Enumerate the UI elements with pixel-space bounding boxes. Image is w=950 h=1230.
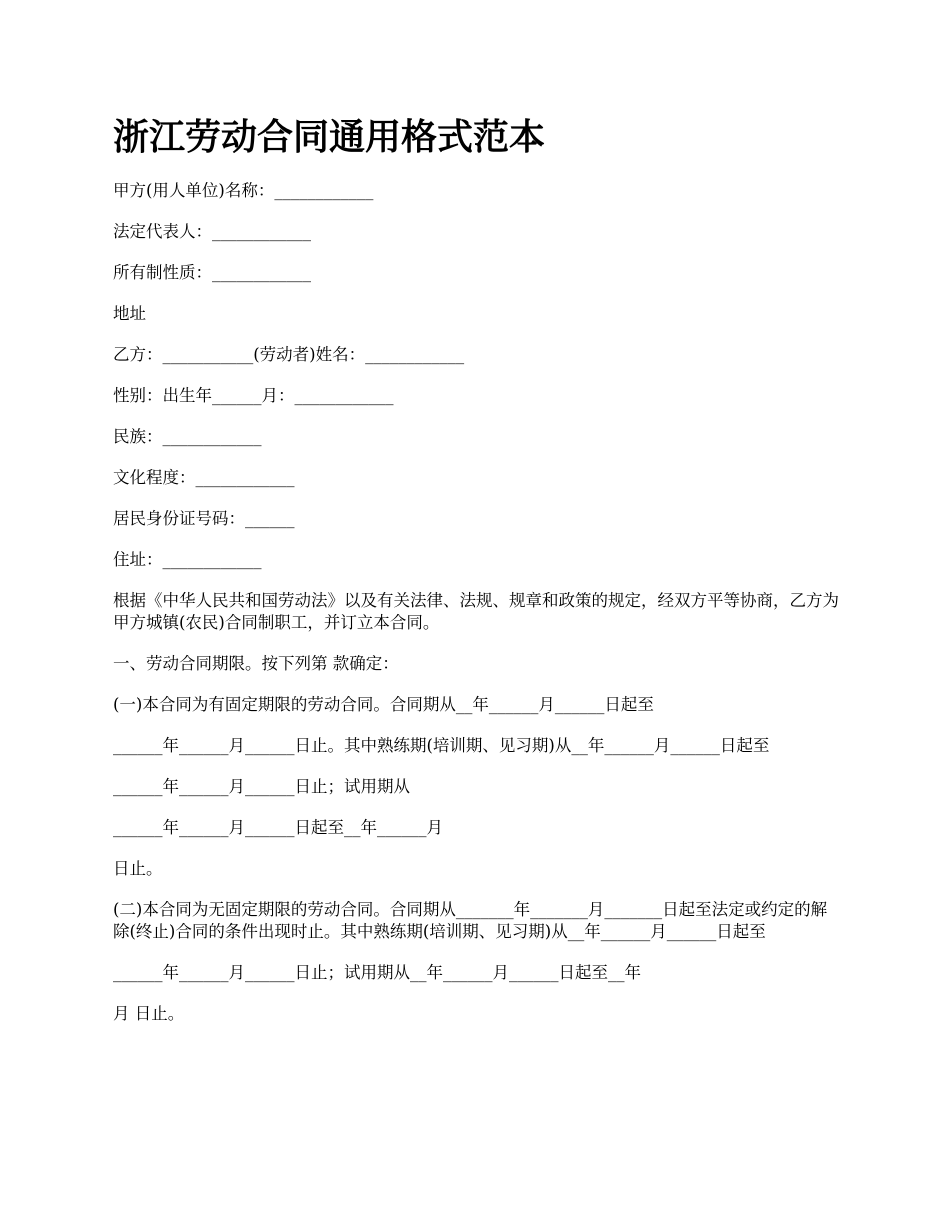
id-number-field: 居民身份证号码：______ — [113, 509, 295, 528]
fixed-term-probation-range: ______年______月______日起至__年______月 — [113, 818, 443, 837]
gender-birth-field: 性别：出生年______月：____________ — [113, 386, 394, 405]
address-label: 地址 — [113, 304, 146, 323]
fixed-term-training-period: ______年______月______日止。其中熟练期(培训期、见习期)从__年______月______日起至 — [113, 736, 770, 755]
ownership-type-field: 所有制性质：____________ — [113, 263, 311, 282]
section-1-heading: 一、劳动合同期限。按下列第 款确定： — [113, 654, 399, 673]
fixed-term-probation-end: 日止。 — [113, 859, 163, 878]
ethnicity-field: 民族：____________ — [113, 427, 262, 446]
party-a-name-field: 甲方(用人单位)名称：____________ — [113, 181, 374, 200]
open-term-probation-end: 月 日止。 — [113, 1004, 185, 1023]
fixed-term-probation-start: ______年______月______日止；试用期从 — [113, 777, 410, 796]
party-b-name-field: 乙方：___________(劳动者)姓名：____________ — [113, 345, 465, 364]
document-page — [113, 110, 840, 1044]
fixed-term-clause: (一)本合同为有固定期限的劳动合同。合同期从__年______月______日起至 — [113, 695, 654, 714]
residence-field: 住址：____________ — [113, 550, 262, 569]
preamble-paragraph: 根据《中华人民共和国劳动法》以及有关法律、法规、规章和政策的规定，经双方平等协商，乙方为甲方城镇(农民)合同制职工，并订立本合同。 — [113, 591, 839, 632]
open-term-probation: ______年______月______日止；试用期从__年______月______日起至__年 — [113, 963, 641, 982]
legal-representative-field: 法定代表人：____________ — [113, 222, 311, 241]
open-term-clause: (二)本合同为无固定期限的劳动合同。合同期从_______年_______月_______日起至法定或约定的解除(终止)合同的条件出现时止。其中熟练期(培训期、见习期)从__年______月______日起至 — [113, 900, 828, 941]
document-title: 浙江劳动合同通用格式范本 — [113, 117, 546, 158]
education-field: 文化程度：____________ — [113, 468, 295, 487]
